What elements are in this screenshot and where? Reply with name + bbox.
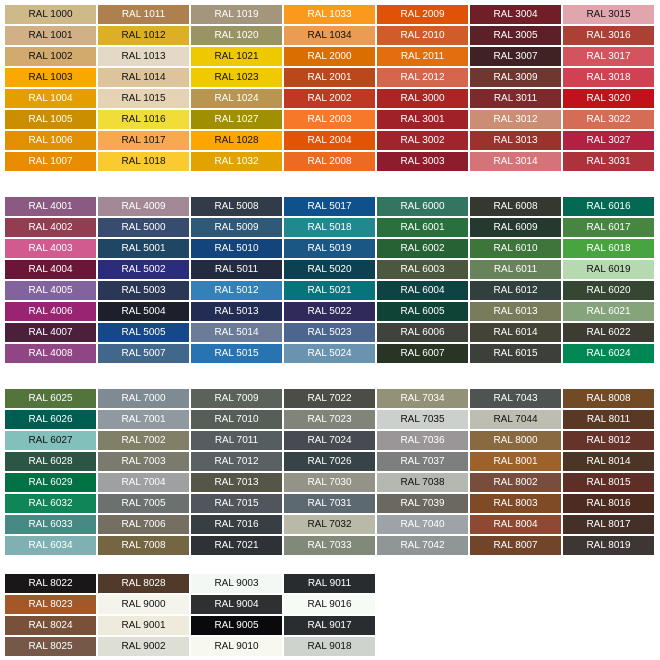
color-swatch: RAL 5024 <box>284 344 375 363</box>
color-swatch: RAL 9011 <box>284 574 375 593</box>
color-swatch: RAL 8017 <box>563 515 654 534</box>
color-swatch: RAL 1016 <box>98 110 189 129</box>
color-swatch: RAL 5012 <box>191 281 282 300</box>
color-swatch: RAL 4003 <box>5 239 96 258</box>
color-swatch: RAL 8023 <box>5 595 96 614</box>
color-swatch: RAL 3009 <box>470 68 561 87</box>
color-swatch: RAL 2000 <box>284 47 375 66</box>
color-swatch: RAL 7038 <box>377 473 468 492</box>
color-swatch: RAL 7030 <box>284 473 375 492</box>
color-swatch: RAL 5000 <box>98 218 189 237</box>
color-swatch: RAL 5004 <box>98 302 189 321</box>
color-swatch: RAL 2009 <box>377 5 468 24</box>
color-swatch: RAL 1007 <box>5 152 96 171</box>
color-swatch: RAL 6010 <box>470 239 561 258</box>
color-swatch: RAL 3015 <box>563 5 654 24</box>
color-swatch: RAL 9004 <box>191 595 282 614</box>
color-swatch: RAL 7010 <box>191 410 282 429</box>
color-swatch: RAL 6027 <box>5 431 96 450</box>
color-swatch: RAL 7032 <box>284 515 375 534</box>
color-swatch: RAL 1033 <box>284 5 375 24</box>
color-swatch: RAL 6005 <box>377 302 468 321</box>
color-swatch: RAL 7004 <box>98 473 189 492</box>
color-swatch: RAL 8014 <box>563 452 654 471</box>
color-swatch: RAL 2012 <box>377 68 468 87</box>
color-swatch: RAL 3017 <box>563 47 654 66</box>
color-swatch: RAL 1018 <box>98 152 189 171</box>
color-swatch: RAL 2002 <box>284 89 375 108</box>
color-swatch: RAL 8002 <box>470 473 561 492</box>
color-swatch: RAL 5010 <box>191 239 282 258</box>
color-swatch: RAL 1023 <box>191 68 282 87</box>
color-swatch: RAL 6025 <box>5 389 96 408</box>
color-swatch: RAL 9005 <box>191 616 282 635</box>
color-swatch: RAL 7013 <box>191 473 282 492</box>
color-swatch: RAL 1001 <box>5 26 96 45</box>
color-swatch: RAL 9003 <box>191 574 282 593</box>
color-swatch: RAL 6017 <box>563 218 654 237</box>
color-swatch: RAL 1013 <box>98 47 189 66</box>
color-swatch: RAL 6001 <box>377 218 468 237</box>
color-swatch: RAL 7044 <box>470 410 561 429</box>
color-swatch: RAL 2003 <box>284 110 375 129</box>
color-swatch: RAL 3014 <box>470 152 561 171</box>
color-swatch: RAL 6011 <box>470 260 561 279</box>
color-swatch: RAL 2010 <box>377 26 468 45</box>
color-swatch: RAL 1014 <box>98 68 189 87</box>
color-swatch: RAL 8008 <box>563 389 654 408</box>
color-swatch: RAL 1015 <box>98 89 189 108</box>
color-swatch: RAL 1011 <box>98 5 189 24</box>
color-swatch: RAL 6021 <box>563 302 654 321</box>
color-swatch: RAL 6013 <box>470 302 561 321</box>
color-swatch: RAL 5003 <box>98 281 189 300</box>
color-swatch: RAL 3013 <box>470 131 561 150</box>
color-swatch: RAL 1019 <box>191 5 282 24</box>
color-swatch: RAL 1027 <box>191 110 282 129</box>
color-swatch: RAL 7036 <box>377 431 468 450</box>
color-swatch: RAL 3016 <box>563 26 654 45</box>
color-swatch: RAL 6008 <box>470 197 561 216</box>
color-swatch: RAL 7012 <box>191 452 282 471</box>
color-swatch: RAL 3018 <box>563 68 654 87</box>
color-swatch: RAL 7009 <box>191 389 282 408</box>
color-swatch: RAL 5015 <box>191 344 282 363</box>
color-swatch: RAL 1012 <box>98 26 189 45</box>
color-swatch: RAL 7006 <box>98 515 189 534</box>
color-swatch: RAL 1028 <box>191 131 282 150</box>
color-swatch: RAL 4005 <box>5 281 96 300</box>
color-swatch: RAL 3012 <box>470 110 561 129</box>
color-swatch: RAL 5022 <box>284 302 375 321</box>
color-swatch: RAL 6004 <box>377 281 468 300</box>
color-swatch: RAL 4006 <box>5 302 96 321</box>
color-swatch: RAL 5019 <box>284 239 375 258</box>
color-swatch: RAL 7026 <box>284 452 375 471</box>
color-swatch: RAL 5018 <box>284 218 375 237</box>
color-swatch: RAL 6018 <box>563 239 654 258</box>
color-swatch: RAL 3002 <box>377 131 468 150</box>
color-swatch: RAL 9018 <box>284 637 375 656</box>
color-swatch: RAL 7043 <box>470 389 561 408</box>
color-swatch: RAL 5007 <box>98 344 189 363</box>
color-swatch: RAL 6000 <box>377 197 468 216</box>
color-swatch: RAL 8025 <box>5 637 96 656</box>
color-swatch: RAL 7039 <box>377 494 468 513</box>
color-swatch: RAL 7015 <box>191 494 282 513</box>
color-swatch: RAL 8003 <box>470 494 561 513</box>
color-swatch: RAL 3022 <box>563 110 654 129</box>
color-swatch: RAL 7002 <box>98 431 189 450</box>
color-swatch: RAL 3027 <box>563 131 654 150</box>
color-swatch: RAL 6007 <box>377 344 468 363</box>
color-swatch: RAL 7034 <box>377 389 468 408</box>
color-swatch: RAL 7011 <box>191 431 282 450</box>
color-swatch: RAL 7033 <box>284 536 375 555</box>
color-swatch: RAL 7023 <box>284 410 375 429</box>
color-swatch: RAL 5011 <box>191 260 282 279</box>
color-swatch: RAL 8011 <box>563 410 654 429</box>
color-swatch: RAL 3011 <box>470 89 561 108</box>
color-swatch: RAL 5009 <box>191 218 282 237</box>
color-swatch: RAL 9010 <box>191 637 282 656</box>
color-swatch: RAL 2008 <box>284 152 375 171</box>
color-swatch: RAL 4002 <box>5 218 96 237</box>
color-swatch: RAL 6012 <box>470 281 561 300</box>
color-swatch: RAL 5008 <box>191 197 282 216</box>
color-swatch: RAL 9002 <box>98 637 189 656</box>
color-swatch: RAL 6022 <box>563 323 654 342</box>
color-swatch: RAL 3007 <box>470 47 561 66</box>
color-swatch: RAL 3001 <box>377 110 468 129</box>
color-swatch: RAL 3000 <box>377 89 468 108</box>
color-swatch: RAL 8015 <box>563 473 654 492</box>
color-swatch: RAL 8022 <box>5 574 96 593</box>
color-swatch: RAL 6033 <box>5 515 96 534</box>
color-swatch: RAL 7042 <box>377 536 468 555</box>
color-swatch: RAL 6029 <box>5 473 96 492</box>
color-swatch: RAL 5005 <box>98 323 189 342</box>
color-swatch: RAL 6024 <box>563 344 654 363</box>
color-swatch: RAL 1004 <box>5 89 96 108</box>
color-swatch: RAL 5017 <box>284 197 375 216</box>
color-swatch: RAL 1024 <box>191 89 282 108</box>
color-swatch: RAL 6009 <box>470 218 561 237</box>
color-swatch: RAL 9016 <box>284 595 375 614</box>
color-swatch: RAL 4001 <box>5 197 96 216</box>
color-swatch: RAL 6016 <box>563 197 654 216</box>
color-swatch: RAL 7003 <box>98 452 189 471</box>
color-swatch: RAL 6002 <box>377 239 468 258</box>
color-swatch: RAL 6014 <box>470 323 561 342</box>
color-swatch: RAL 8007 <box>470 536 561 555</box>
color-swatch: RAL 1006 <box>5 131 96 150</box>
color-swatch: RAL 9000 <box>98 595 189 614</box>
color-swatch: RAL 4007 <box>5 323 96 342</box>
color-swatch: RAL 3003 <box>377 152 468 171</box>
color-swatch: RAL 3004 <box>470 5 561 24</box>
color-swatch: RAL 6034 <box>5 536 96 555</box>
color-swatch: RAL 4009 <box>98 197 189 216</box>
color-swatch: RAL 2004 <box>284 131 375 150</box>
color-swatch: RAL 8028 <box>98 574 189 593</box>
color-swatch: RAL 5002 <box>98 260 189 279</box>
color-swatch: RAL 1034 <box>284 26 375 45</box>
color-swatch: RAL 7000 <box>98 389 189 408</box>
color-swatch: RAL 6028 <box>5 452 96 471</box>
color-swatch: RAL 7037 <box>377 452 468 471</box>
color-swatch: RAL 7024 <box>284 431 375 450</box>
color-swatch: RAL 6015 <box>470 344 561 363</box>
color-swatch: RAL 4008 <box>5 344 96 363</box>
color-swatch: RAL 5013 <box>191 302 282 321</box>
color-swatch: RAL 6026 <box>5 410 96 429</box>
color-swatch: RAL 7021 <box>191 536 282 555</box>
color-swatch: RAL 8000 <box>470 431 561 450</box>
color-swatch: RAL 5001 <box>98 239 189 258</box>
color-swatch: RAL 7005 <box>98 494 189 513</box>
color-swatch: RAL 1005 <box>5 110 96 129</box>
color-swatch: RAL 1032 <box>191 152 282 171</box>
color-swatch: RAL 7001 <box>98 410 189 429</box>
color-swatch: RAL 6006 <box>377 323 468 342</box>
color-swatch: RAL 1017 <box>98 131 189 150</box>
color-swatch: RAL 3031 <box>563 152 654 171</box>
color-swatch: RAL 1021 <box>191 47 282 66</box>
color-swatch: RAL 6003 <box>377 260 468 279</box>
color-swatch: RAL 3020 <box>563 89 654 108</box>
color-swatch: RAL 8016 <box>563 494 654 513</box>
color-swatch: RAL 1003 <box>5 68 96 87</box>
color-swatch: RAL 7008 <box>98 536 189 555</box>
color-swatch: RAL 2001 <box>284 68 375 87</box>
color-swatch: RAL 1020 <box>191 26 282 45</box>
color-swatch: RAL 8012 <box>563 431 654 450</box>
color-swatch: RAL 5023 <box>284 323 375 342</box>
color-swatch: RAL 8004 <box>470 515 561 534</box>
color-swatch: RAL 5020 <box>284 260 375 279</box>
color-swatch: RAL 8019 <box>563 536 654 555</box>
color-swatch: RAL 7016 <box>191 515 282 534</box>
color-swatch: RAL 6020 <box>563 281 654 300</box>
color-swatch: RAL 7031 <box>284 494 375 513</box>
color-swatch: RAL 4004 <box>5 260 96 279</box>
color-swatch: RAL 1000 <box>5 5 96 24</box>
color-swatch: RAL 9017 <box>284 616 375 635</box>
color-swatch: RAL 6019 <box>563 260 654 279</box>
color-swatch: RAL 6032 <box>5 494 96 513</box>
color-swatch: RAL 7035 <box>377 410 468 429</box>
color-swatch: RAL 2011 <box>377 47 468 66</box>
color-swatch: RAL 8024 <box>5 616 96 635</box>
color-swatch: RAL 7040 <box>377 515 468 534</box>
color-swatch: RAL 5021 <box>284 281 375 300</box>
color-swatch: RAL 1002 <box>5 47 96 66</box>
color-swatch: RAL 8001 <box>470 452 561 471</box>
color-swatch: RAL 7022 <box>284 389 375 408</box>
color-swatch: RAL 9001 <box>98 616 189 635</box>
color-swatch: RAL 3005 <box>470 26 561 45</box>
color-swatch: RAL 5014 <box>191 323 282 342</box>
